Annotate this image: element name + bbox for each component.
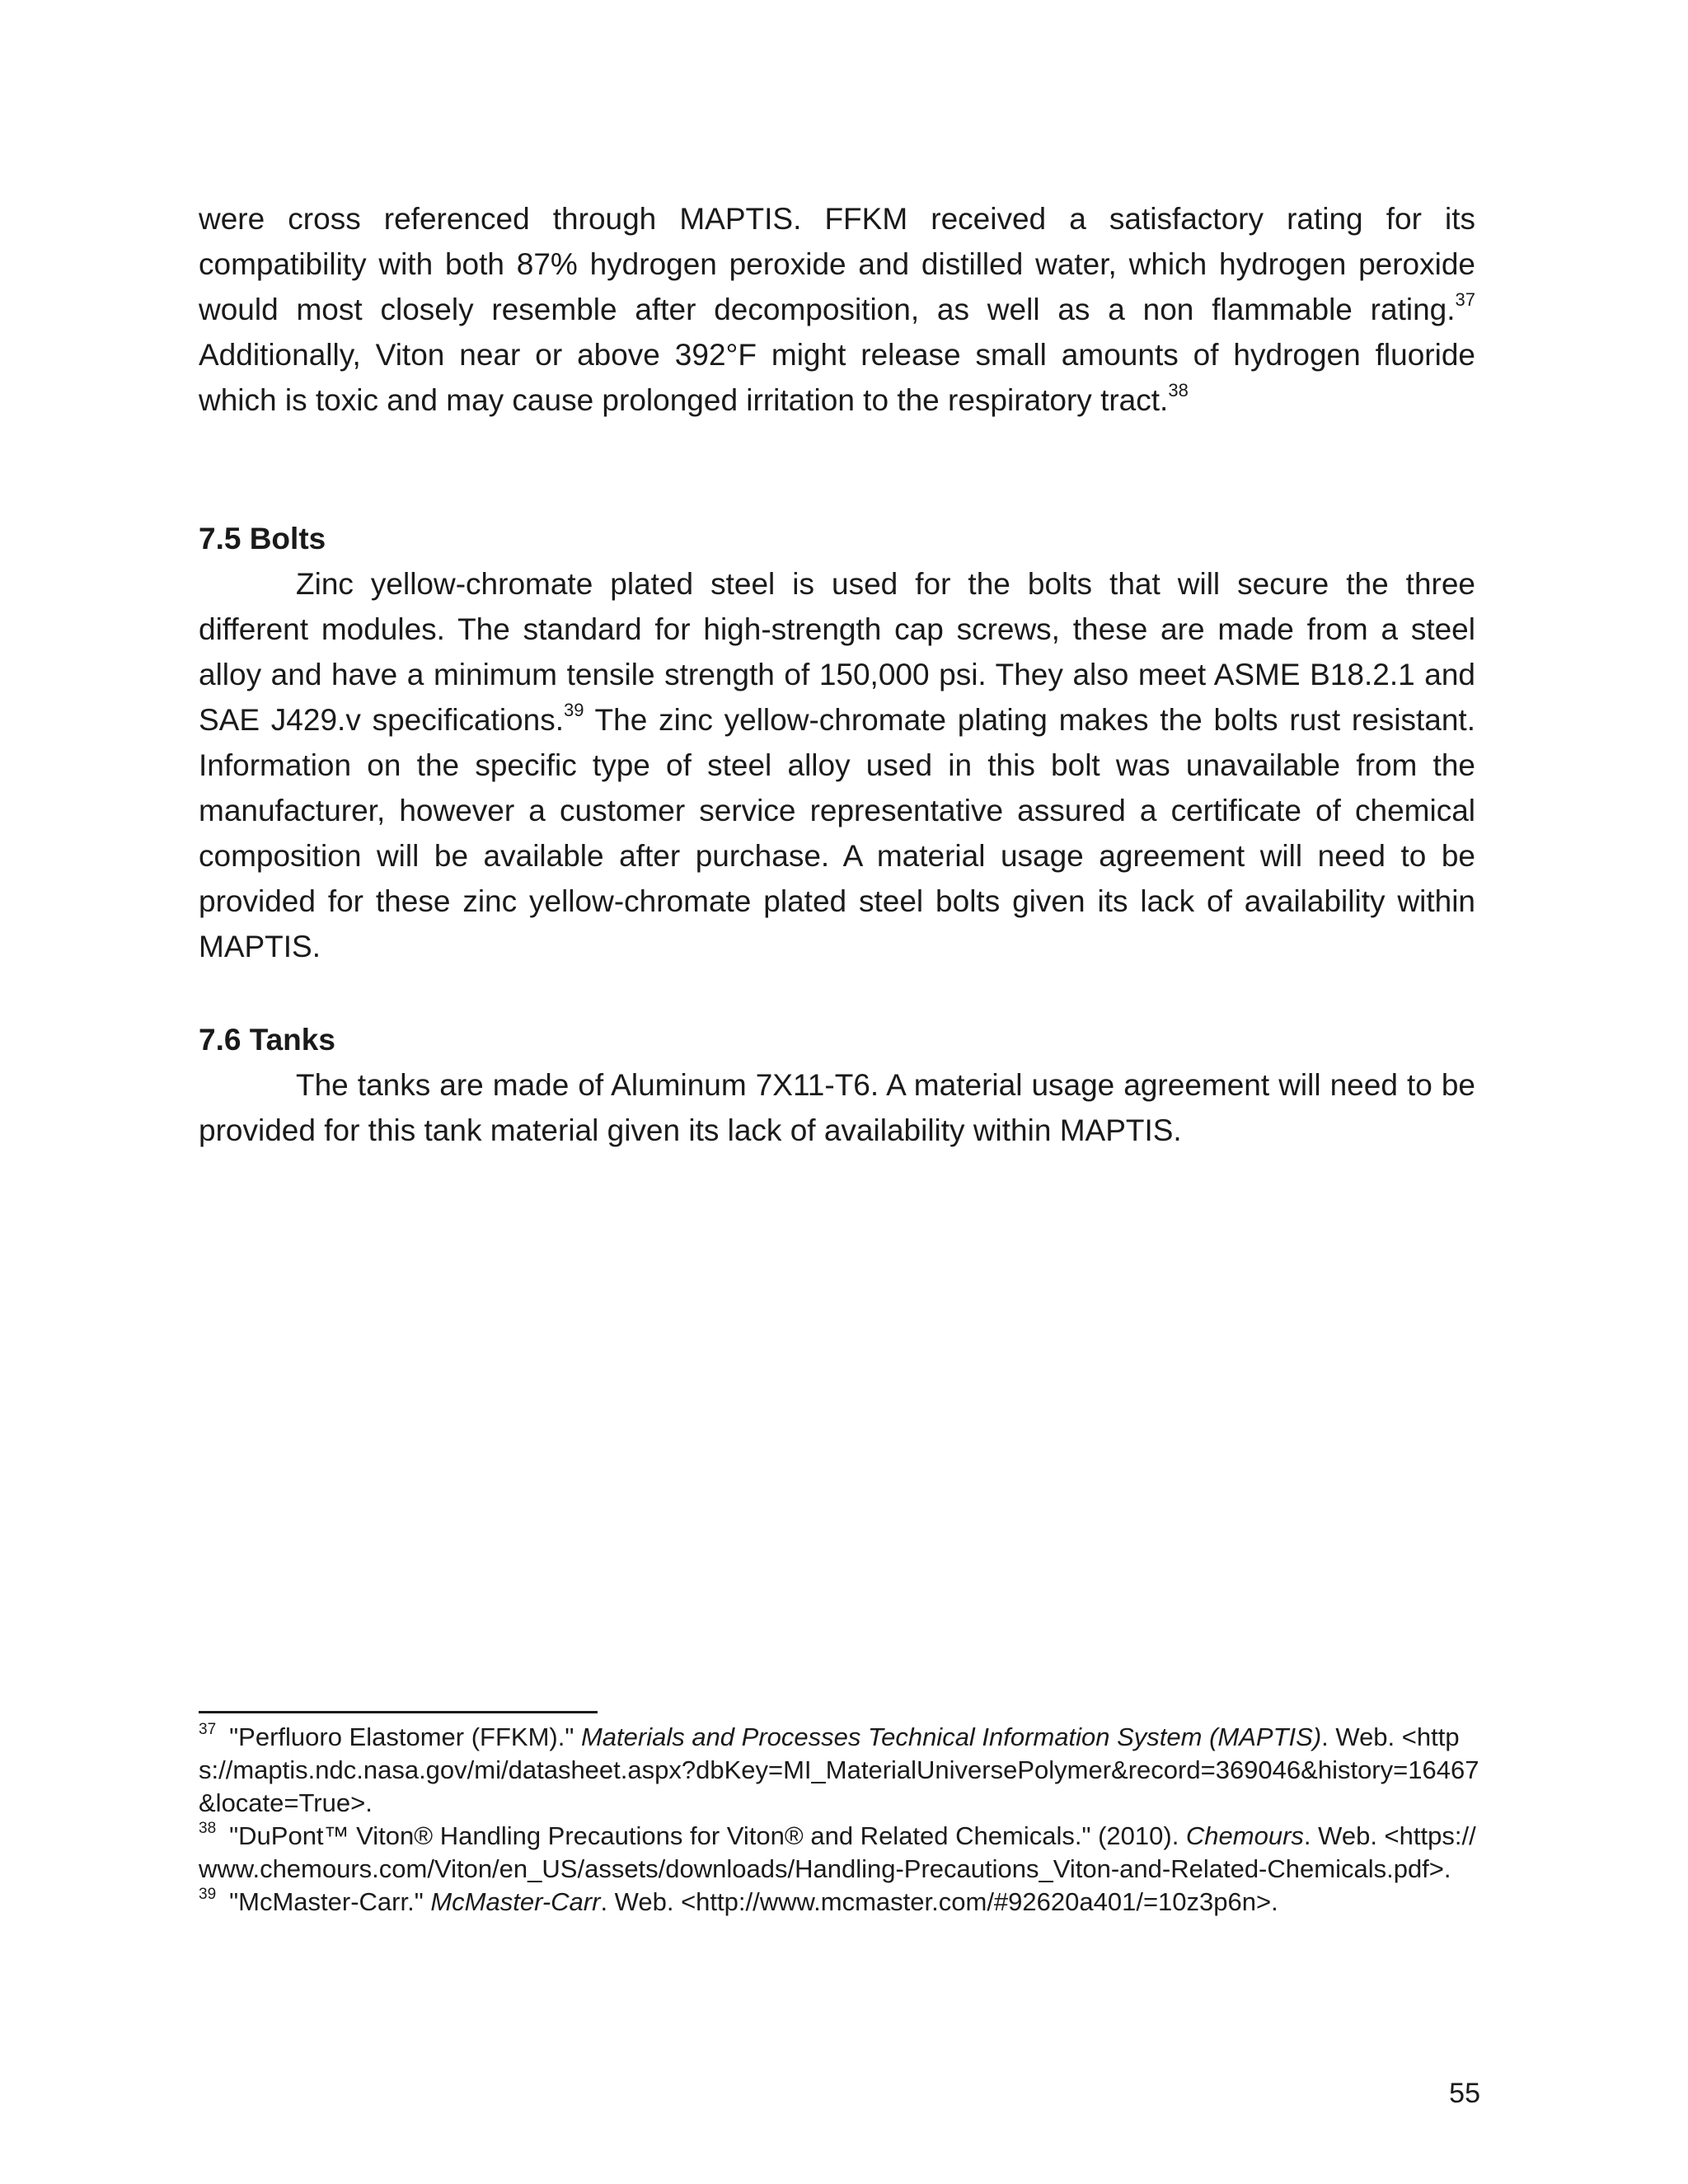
tanks-text: The tanks are made of Aluminum 7X11-T6. A material usage agreement will need to be provided for this tank material given its lack of availability within MAPTIS. [199,1068,1475,1147]
footnote-number: 39 [199,1886,217,1903]
bolts-text-1: Zinc yellow-chromate plated steel is used for the bolts that will secure the three different modules. The standard for high-strength cap screws, these are made from a steel alloy and have a minimum tensile strength of 150,000 psi. They also meet ASME B18.2.1 and SAE J429.v specifications. [199,567,1475,737]
footnote-number: 38 [199,1820,217,1837]
footnote-url[interactable]: . Web. <https://maptis.ndc.nasa.gov/mi/datasheet.aspx?dbKey=MI_MaterialUniversePolymer&record=369046&history=16467&locate=True>. [199,1722,1479,1817]
footnote-source: McMaster-Carr [430,1887,601,1916]
intro-text-2: Additionally, Viton near or above 392°F might release small amounts of hydrogen fluoride which is toxic and may cause prolonged irritation to the respiratory tract. [199,338,1475,417]
footnote-source: Materials and Processes Technical Information System (MAPTIS) [580,1722,1322,1751]
tanks-paragraph [199,1062,1475,1153]
footnote-ref-37[interactable]: 37 [1455,289,1475,310]
footnotes [199,1721,1484,1919]
footnote-title: "Perfluoro Elastomer (FFKM)." [229,1722,581,1751]
footnote-ref-39[interactable]: 39 [563,700,584,720]
footnote-ref-38[interactable]: 38 [1168,380,1189,401]
footnote-title: "McMaster-Carr." [229,1887,431,1916]
bolts-text-2: The zinc yellow-chromate plating makes the bolts rust resistant. Information on the specific type of steel alloy used in this bolt was unavailable from the manufacturer, however a customer service representative assured a certificate of chemical composition will be available after purchase. A material usage agreement will need to be provided for these zinc yellow-chromate plated steel bolts given its lack of availability within MAPTIS. [199,703,1475,963]
bolts-paragraph [199,561,1475,969]
footnote-title: "DuPont™ Viton® Handling Precautions for Viton® and Related Chemicals." (2010). [229,1821,1186,1850]
footnote-37 [199,1721,1484,1820]
page-number: 55 [1449,2078,1480,2109]
footnote-38 [199,1820,1484,1886]
footnote-url[interactable]: . Web. <https://www.chemours.com/Viton/en_US/assets/downloads/Handling-Precautions_Viton-and-Related-Chemicals.pdf>. [199,1821,1476,1883]
section-heading-tanks: 7.6 Tanks [199,1023,335,1057]
footnote-separator [199,1711,598,1713]
intro-text-1: were cross referenced through MAPTIS. FFKM received a satisfactory rating for its compatibility with both 87% hydrogen peroxide and distilled water, which hydrogen peroxide would most closely resemble after decomposition, as well as a non flammable rating. [199,202,1475,326]
footnote-source: Chemours [1185,1821,1304,1850]
footnote-39 [199,1886,1484,1919]
section-heading-bolts: 7.5 Bolts [199,522,326,555]
footnote-number: 37 [199,1721,217,1738]
intro-paragraph [199,196,1475,423]
footnote-url[interactable]: . Web. <http://www.mcmaster.com/#92620a401/=10z3p6n>. [600,1887,1278,1916]
